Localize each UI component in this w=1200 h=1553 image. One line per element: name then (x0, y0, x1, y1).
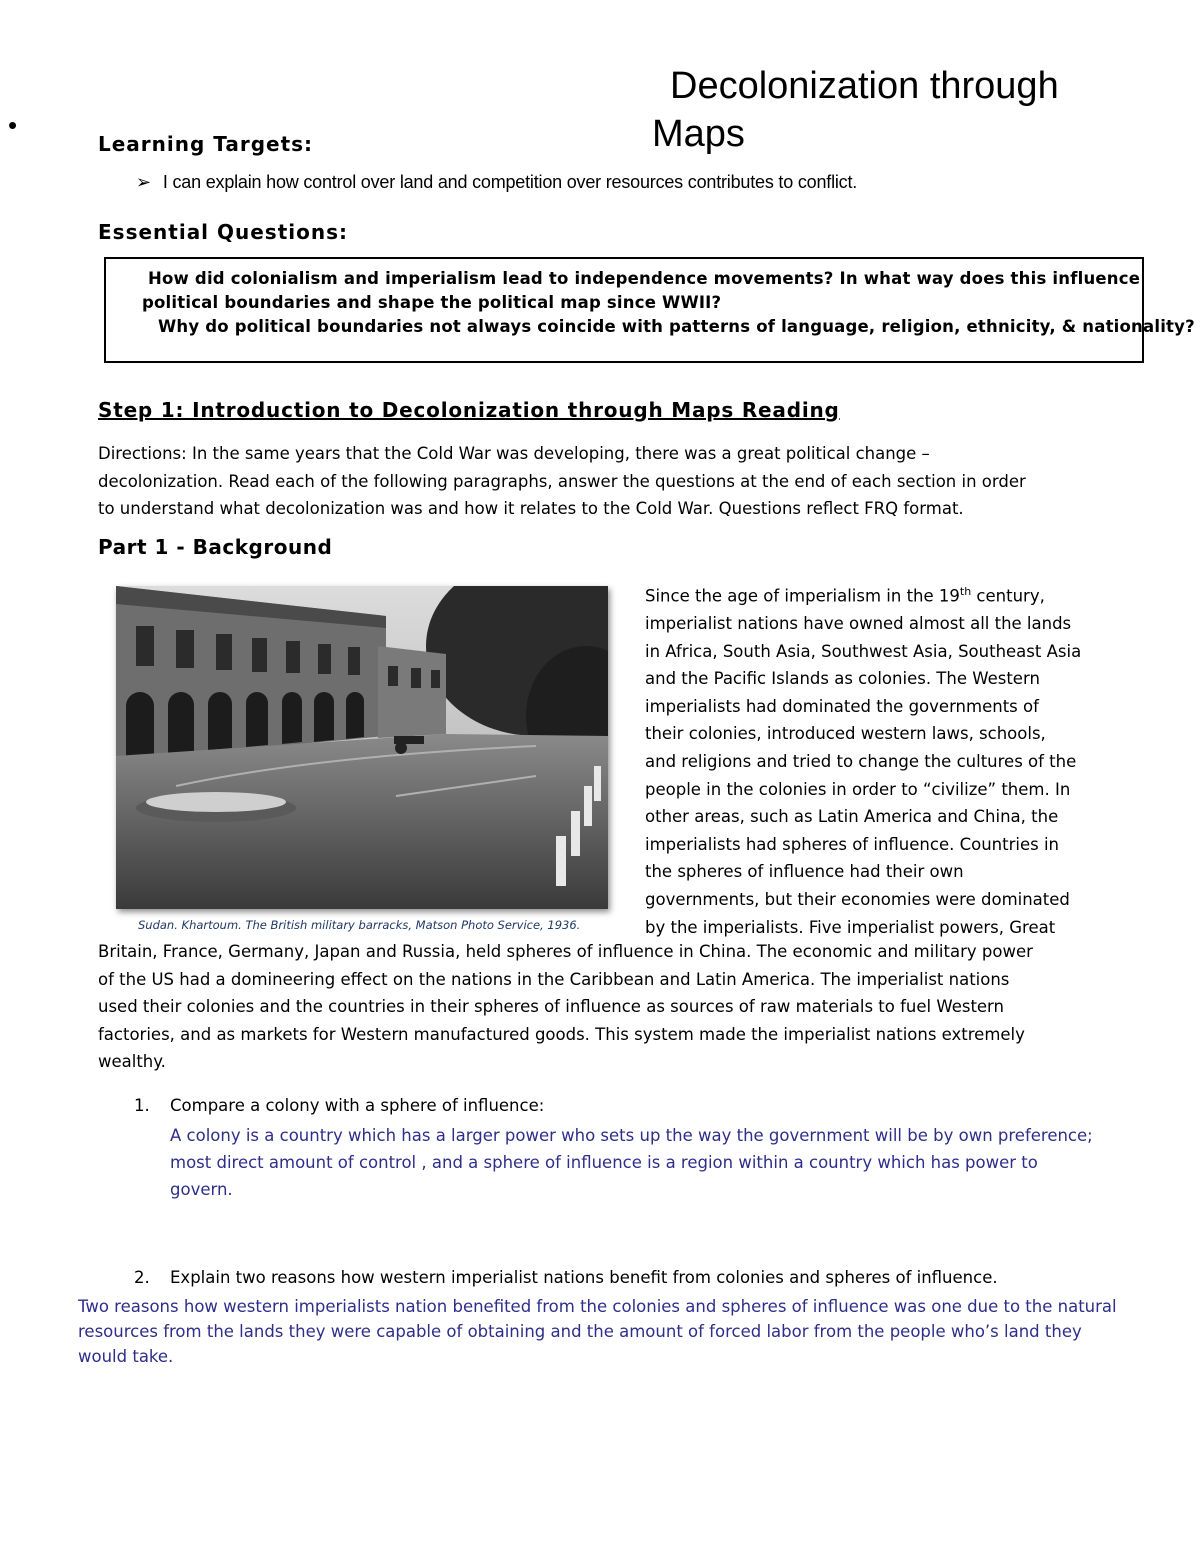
background-line: of the US had a domineering effect on the nations in the Caribbean and Latin America. The imperialist nations (98, 969, 1010, 989)
background-line: imperialist nations have owned almost all the lands (645, 614, 1072, 634)
background-line: imperialists had dominated the governments of (645, 696, 1039, 716)
page-title (600, 62, 1160, 158)
bullet-marker: • (8, 110, 18, 140)
answer-line: would take. (78, 1347, 174, 1366)
background-line: factories, and as markets for Western manufactured goods. This system made the imperialist nations extremely (98, 1024, 1025, 1044)
title-line-2: Maps (652, 113, 745, 155)
title-line-1: Decolonization through (670, 65, 1059, 107)
directions-label: Directions: (98, 444, 187, 463)
question-number: 1. (134, 1096, 150, 1115)
question-2 (134, 1268, 998, 1287)
background-line: and the Pacific Islands as colonies. The Western (645, 669, 1040, 689)
background-line: other areas, such as Latin America and China, the (645, 807, 1059, 827)
background-line-first: Since the age of imperialism in the 19th century, (645, 585, 1045, 606)
learning-targets-heading: Learning Targets: (98, 132, 314, 156)
essential-questions-box (104, 257, 1195, 363)
background-line: imperialists had spheres of influence. Countries in (645, 834, 1059, 854)
background-paragraph-full (98, 938, 1108, 1076)
question-prompt: Explain two reasons how western imperialist nations benefit from colonies and spheres of influence. (170, 1268, 998, 1287)
photo-caption: Sudan. Khartoum. The British military barracks, Matson Photo Service, 1936. (138, 918, 581, 932)
directions-line-1: Directions: In the same years that the Cold War was developing, there was a great political change – (98, 444, 930, 463)
essential-question-line-3: Why do political boundaries not always coincide with patterns of language, religion, ethnicity, & nationality? (158, 317, 1195, 336)
arrow-bullet-icon: ➢ (136, 172, 151, 192)
directions-paragraph (98, 440, 1118, 523)
answer-2[interactable] (78, 1294, 1178, 1369)
background-line: people in the colonies in order to “civilize” them. In (645, 779, 1071, 799)
answer-line: most direct amount of control , and a sphere of influence is a region within a country which has power to (170, 1153, 1038, 1172)
answer-1[interactable] (170, 1122, 1170, 1203)
part1-heading: Part 1 - Background (98, 535, 333, 559)
barracks-photo (116, 586, 608, 909)
barracks-photo-illustration (116, 586, 608, 909)
background-line: in Africa, South Asia, Southwest Asia, Southeast Asia (645, 641, 1082, 661)
background-line: Britain, France, Germany, Japan and Russia, held spheres of influence in China. The economic and military power (98, 942, 1033, 961)
background-line: governments, but their economies were dominated (645, 890, 1070, 910)
question-prompt: Compare a colony with a sphere of influence: (170, 1096, 545, 1115)
directions-line-2: decolonization. Read each of the following paragraphs, answer the questions at the end of each section in order (98, 471, 1026, 491)
answer-line: Two reasons how western imperialists nation benefited from the colonies and spheres of influence was one due to the natural (78, 1297, 1117, 1316)
background-line: used their colonies and the countries in their spheres of influence as sources of raw materials to fuel Western (98, 997, 1005, 1017)
essential-question-line-1: How did colonialism and imperialism lead to independence movements? In what way does this influence (148, 269, 1141, 288)
background-line: by the imperialists. Five imperialist powers, Great (645, 917, 1056, 937)
background-line: and religions and tried to change the cultures of the (645, 752, 1077, 772)
essential-questions-heading: Essential Questions: (98, 220, 349, 244)
learning-target-text: I can explain how control over land and competition over resources contributes to conflict. (162, 172, 858, 192)
background-line: their colonies, introduced western laws, schools, (645, 724, 1046, 744)
answer-line: resources from the lands they were capable of obtaining and the amount of forced labor from the people who’s land they (78, 1322, 1082, 1341)
background-line: the spheres of influence had their own (645, 862, 964, 882)
step1-heading: Step 1: Introduction to Decolonization through Maps Reading (98, 398, 840, 422)
answer-line: A colony is a country which has a larger power who sets up the way the government will be by own preference; (170, 1126, 1093, 1145)
question-number: 2. (134, 1268, 150, 1287)
background-paragraph-right (645, 578, 1115, 941)
question-1 (134, 1096, 544, 1115)
directions-line-3: to understand what decolonization was and how it relates to the Cold War. Questions reflect FRQ format. (98, 499, 964, 519)
answer-line: govern. (170, 1180, 233, 1199)
background-line: wealthy. (98, 1052, 166, 1072)
learning-target-item (136, 172, 857, 193)
essential-question-line-2: political boundaries and shape the political map since WWII? (142, 293, 722, 312)
